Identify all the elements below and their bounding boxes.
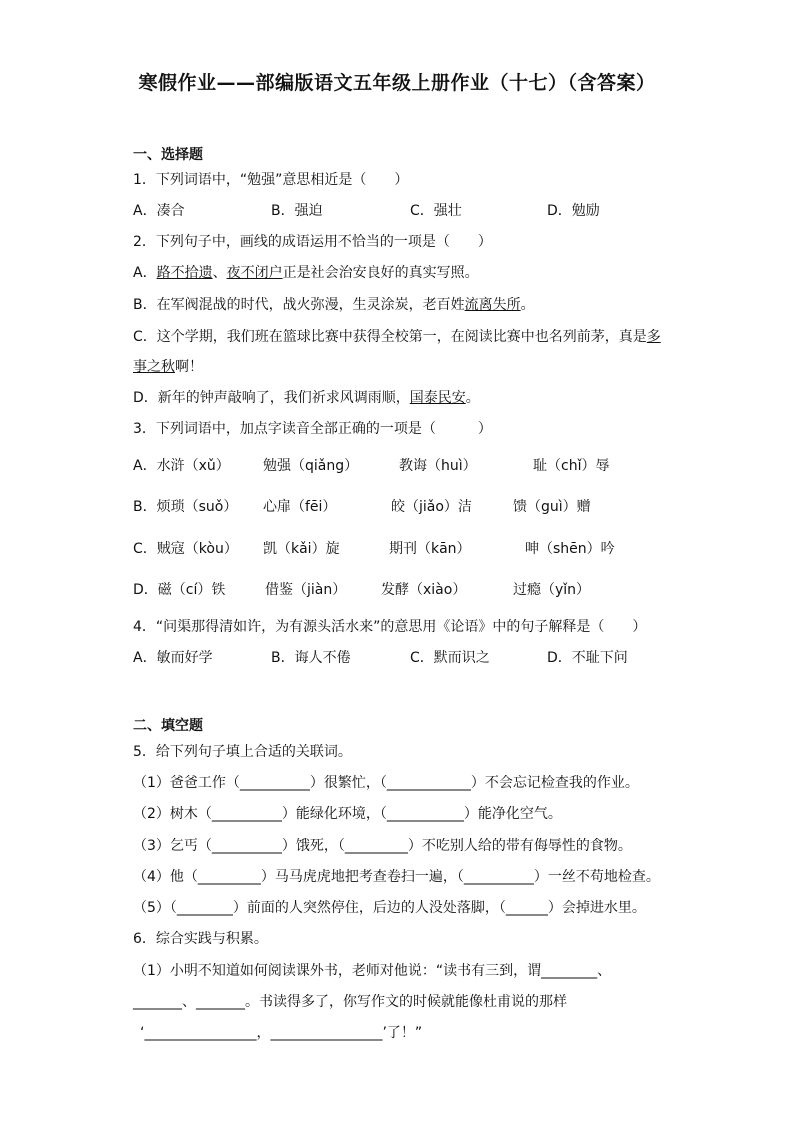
word: 心扉（fēi）	[263, 499, 337, 515]
question-1-stem: 1．下列词语中，“勉强”意思相近是（ ）	[133, 172, 409, 188]
word: 期刊（kān）	[389, 541, 471, 557]
word: 凯（kǎi）旋	[263, 541, 340, 557]
option-text: B．在军阀混战的时代，战火弥漫，生灵涂炭，老百姓	[133, 297, 465, 313]
question-2-option-d	[133, 388, 480, 408]
question-6-line-1: （1）小明不知道如何阅读课外书，老师对他说：“读书有三到，谓________、	[133, 963, 612, 979]
option-label: A．	[133, 265, 157, 281]
word: 过瘾（yǐn）	[513, 582, 591, 598]
word: 耻（chǐ）辱	[533, 458, 610, 474]
word: 借鉴（jiàn）	[265, 582, 347, 598]
question-3-row-d	[133, 580, 693, 600]
section-heading-fill: 二、填空题	[133, 718, 203, 734]
option-text: D．新年的钟声敲响了，我们祈求风调雨顺，	[133, 390, 410, 406]
question-2-option-c	[133, 327, 661, 347]
option-d: D．不耻下问	[547, 650, 628, 666]
separator: 、	[212, 265, 227, 281]
question-3-row-c	[133, 539, 693, 559]
question-2-option-c-cont	[133, 357, 203, 377]
question-1-options	[133, 201, 693, 221]
question-5-item-1: （1）爸爸工作（__________）很繁忙，（____________）不会忘记检查我的作业。	[133, 775, 639, 791]
word: C．贼寇（kòu）	[133, 541, 238, 557]
word: 发酵（xiào）	[381, 582, 467, 598]
underlined-idiom: 国泰民安	[409, 390, 466, 406]
word: 教诲（huì）	[399, 458, 477, 474]
punctuation: 。	[520, 297, 535, 313]
underlined-idiom: 事之秋	[133, 359, 175, 375]
question-3-row-a	[133, 456, 693, 476]
question-5-item-3: （3）乞丐（__________）饿死，（_________）不吃别人给的带有侮辱性的食物。	[133, 838, 632, 854]
option-c: C．默而识之	[410, 650, 490, 666]
option-text: 正是社会治安良好的真实写照。	[282, 265, 479, 281]
underlined-idiom: 路不拾遗	[156, 265, 213, 281]
word: 馈（guì）赠	[513, 499, 591, 515]
word: 呻（shēn）吟	[525, 541, 615, 557]
word: A．水浒（xǔ）	[133, 458, 230, 474]
page-title: 寒假作业——部编版语文五年级上册作业（十七）（含答案）	[138, 72, 656, 94]
question-5-stem: 5．给下列句子填上合适的关联词。	[133, 744, 352, 760]
option-text: C．这个学期，我们班在篮球比赛中获得全校第一，在阅读比赛中也名列前茅，真是	[133, 329, 647, 345]
word: B．烦琐（suǒ）	[133, 499, 238, 515]
punctuation: 啊！	[175, 359, 203, 375]
punctuation: 。	[465, 390, 480, 406]
underlined-idiom: 多	[646, 329, 661, 345]
question-2-option-a	[133, 263, 479, 283]
option-d: D．勉励	[547, 203, 600, 219]
question-3-row-b	[133, 497, 693, 517]
question-5-item-4: （4）他（_________）马马虎虎地把考查卷扫一遍，（__________）一丝不苟地检查。	[133, 869, 660, 885]
underlined-idiom: 流离失所	[464, 297, 521, 313]
section-heading-choice: 一、选择题	[133, 147, 203, 163]
question-4-stem: 4．“问渠那得清如许，为有源头活水来”的意思用《论语》中的句子解释是（ ）	[133, 619, 647, 635]
option-b: B．诲人不倦	[271, 650, 351, 666]
option-a: A．敏而好学	[133, 650, 213, 666]
option-a: A．凑合	[133, 203, 185, 219]
underlined-idiom: 夜不闭户	[226, 265, 283, 281]
question-5-item-5: （5）（________）前面的人突然停住，后边的人没处落脚，（______）会掉进水里。	[133, 900, 646, 916]
option-b: B．强迫	[271, 203, 323, 219]
question-6-line-2: _______、_______。书读得多了，你写作文的时候就能像杜甫说的那样	[133, 994, 567, 1010]
question-2-stem: 2．下列句子中，画线的成语运用不恰当的一项是（ ）	[133, 234, 492, 250]
question-4-options	[133, 648, 693, 668]
question-5-item-2: （2）树木（__________）能绿化环境，（___________）能净化空气。	[133, 806, 562, 822]
question-2-option-b	[133, 295, 535, 315]
question-3-stem: 3．下列词语中，加点字读音全部正确的一项是（ ）	[133, 421, 492, 437]
word: 勉强（qiǎng）	[263, 458, 359, 474]
word: D．磁（cí）铁	[133, 582, 226, 598]
question-6-stem: 6．综合实践与积累。	[133, 931, 268, 947]
word: 皎（jiǎo）洁	[391, 499, 472, 515]
question-6-line-3: ‘________________，________________’了！”	[140, 1025, 423, 1041]
option-c: C．强壮	[410, 203, 462, 219]
